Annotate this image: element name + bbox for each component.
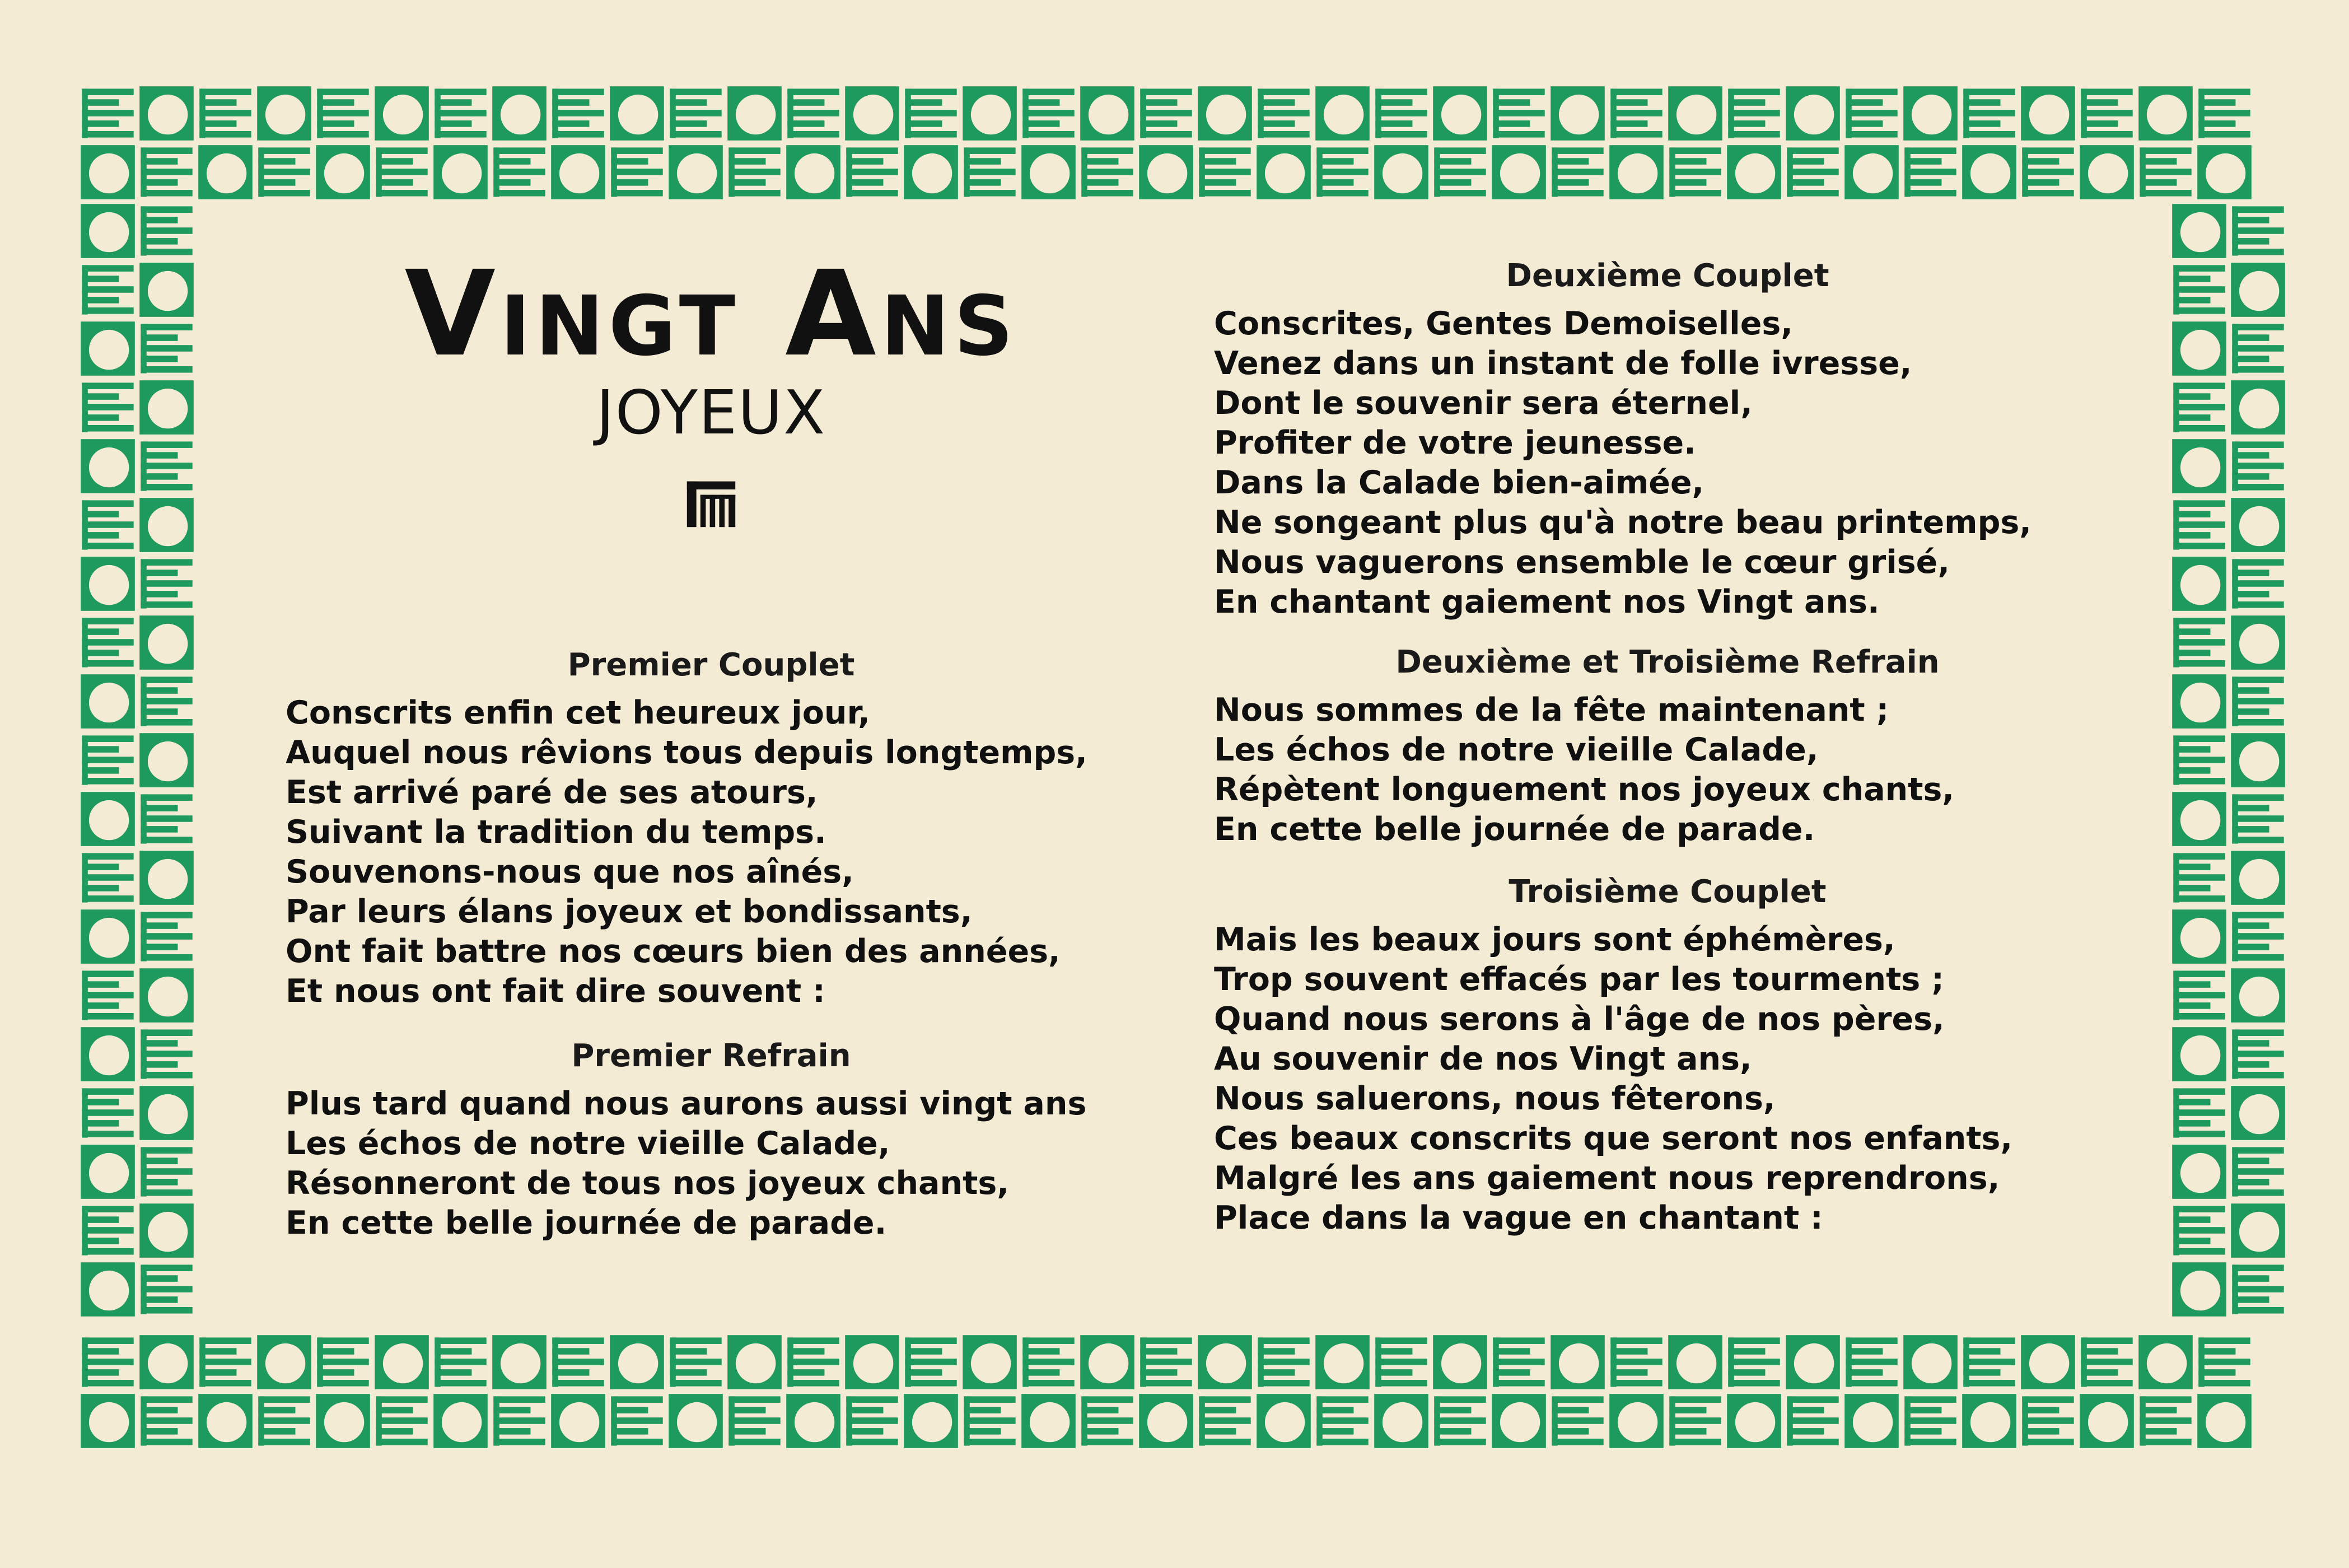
verse-line: Souvenons-nous que nos aînés, — [286, 853, 854, 890]
song-title: Vingt Ans — [404, 245, 1018, 382]
verse-line: Ont fait battre nos cœurs bien des années, — [286, 933, 1061, 970]
premier-refrain-heading: Premier Refrain — [571, 1038, 851, 1074]
verse-line: Auquel nous rêvions tous depuis longtemps, — [286, 734, 1087, 771]
premier-refrain-lines — [286, 1084, 1137, 1243]
decorative-border-top — [78, 84, 2287, 202]
deuxieme-troisieme-refrain-lines — [1214, 690, 2121, 850]
deuxieme-couplet-heading: Deuxième Couplet — [1506, 258, 1829, 294]
premier-couplet-heading: Premier Couplet — [567, 647, 855, 683]
deuxieme-couplet-lines — [1214, 304, 2121, 622]
verse-line: Malgré les ans gaiement nous reprendrons, — [1214, 1160, 2000, 1197]
verse-line: Par leurs élans joyeux et bondissants, — [286, 893, 973, 930]
decorative-border-bottom — [78, 1333, 2287, 1450]
deuxieme-troisieme-refrain-section — [1214, 644, 2121, 850]
verse-line: En chantant gaiement nos Vingt ans. — [1214, 584, 1880, 620]
premier-refrain-section — [286, 1040, 1137, 1243]
verse-line: Nous sommes de la fête maintenant ; — [1214, 692, 1889, 729]
verse-line: Plus tard quand nous aurons aussi vingt ans — [286, 1085, 1087, 1122]
decorative-border-left — [78, 202, 196, 1333]
verse-line: En cette belle journée de parade. — [286, 1205, 887, 1242]
verse-line: Dont le souvenir sera éternel, — [1214, 385, 1753, 422]
deuxieme-couplet-section — [1214, 260, 2121, 622]
verse-line: Les échos de notre vieille Calade, — [286, 1125, 890, 1162]
troisieme-couplet-heading: Troisième Couplet — [1509, 874, 1827, 910]
premier-couplet-lines — [286, 693, 1137, 1011]
verse-line: Quand nous serons à l'âge de nos pères, — [1214, 1001, 1945, 1038]
verse-line: Venez dans un instant de folle ivresse, — [1214, 345, 1912, 382]
verse-line: Et nous ont fait dire souvent : — [286, 973, 825, 1010]
verse-line: Conscrits enfin cet heureux jour, — [286, 694, 870, 731]
verse-line: Nous vaguerons ensemble le cœur grisé, — [1214, 544, 1950, 581]
verse-line: Au souvenir de nos Vingt ans, — [1214, 1040, 1752, 1077]
verse-line: Répètent longuement nos joyeux chants, — [1214, 771, 1955, 808]
song-subtitle: JOYEUX — [596, 378, 826, 448]
verse-line: Est arrivé paré de ses atours, — [286, 774, 818, 811]
verse-line: Dans la Calade bien-aimée, — [1214, 464, 1704, 501]
verse-line: Trop souvent effacés par les tourments ; — [1214, 961, 1944, 998]
verse-line: Les échos de notre vieille Calade, — [1214, 731, 1819, 768]
stylized-m-monogram-icon — [684, 476, 738, 530]
verse-line: Conscrites, Gentes Demoiselles, — [1214, 305, 1793, 342]
verse-line: Profiter de votre jeunesse. — [1214, 424, 1696, 461]
troisieme-couplet-section — [1214, 876, 2121, 1238]
verse-line: Ces beaux conscrits que seront nos enfants, — [1214, 1120, 2013, 1157]
verse-line: Suivant la tradition du temps. — [286, 814, 826, 851]
decorative-border-right — [2170, 202, 2287, 1333]
verse-line: Place dans la vague en chantant : — [1214, 1200, 1823, 1236]
title-block — [286, 245, 1137, 532]
verse-line: En cette belle journée de parade. — [1214, 811, 1815, 848]
song-content — [196, 202, 2170, 1333]
verse-line: Nous saluerons, nous fêterons, — [1214, 1080, 1776, 1117]
verse-line: Ne songeant plus qu'à notre beau printemps, — [1214, 504, 2032, 541]
deuxieme-troisieme-refrain-heading: Deuxième et Troisième Refrain — [1395, 644, 1940, 680]
verse-line: Mais les beaux jours sont éphémères, — [1214, 921, 1895, 958]
verse-line: Résonneront de tous nos joyeux chants, — [286, 1165, 1009, 1202]
premier-couplet-section — [286, 647, 1137, 1011]
troisieme-couplet-lines — [1214, 920, 2121, 1238]
